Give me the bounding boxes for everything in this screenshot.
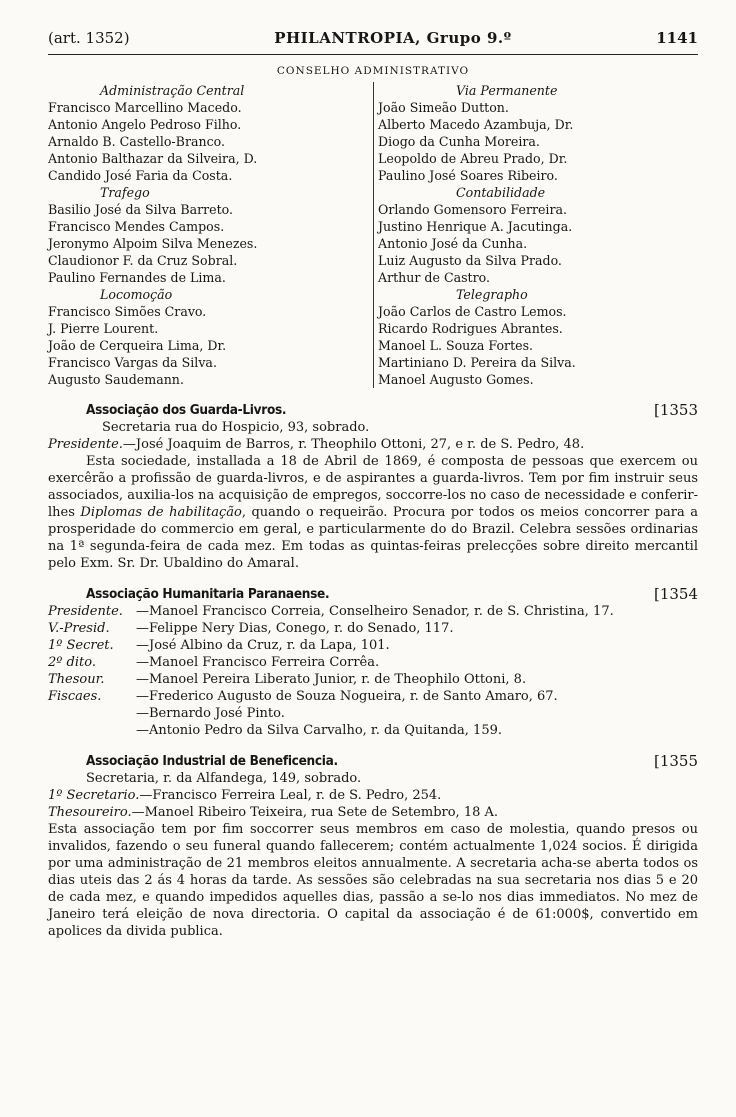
council-section-heading: Locomoção: [100, 287, 173, 302]
officers-list: [48, 603, 698, 739]
description: Esta associação tem por fim soccorrer seus membros em caso de molestia, quando presos ou invalidos, fazendo o seu funeral quando fallecerem; contém actualmente 1,024 socios. É dirigida por uma administração de 21 membros eleitos annualmente. A secretaria acha-se aberta todos os dias uteis das 2 ás 4 horas da tarde. As sessões são celebradas na sua secretaria nos dias 5 e 20 de cada mez, e quando impedidos aquelles dias, passão a se-lo nos dias immediatos. No mez de Janeiro terá eleição de nova directoria. O capital da associação é de 61:000$, convertido em apolices da divida publica.: [48, 822, 698, 939]
officer-role: V.-Presid.: [48, 621, 110, 636]
entry-number: [1353: [653, 401, 698, 419]
secretary-line: [48, 787, 698, 804]
council-member: Diogo da Cunha Moreira.: [378, 134, 540, 149]
page: [48, 30, 698, 940]
council-member: Jeronymo Alpoim Silva Menezes.: [48, 236, 258, 251]
header-article: (art. 1352): [48, 29, 130, 47]
officer-role: [48, 722, 136, 739]
council-member: Francisco Marcellino Macedo.: [48, 100, 242, 115]
council-member: João Carlos de Castro Lemos.: [378, 304, 567, 319]
council-member: Augusto Saudemann.: [48, 372, 184, 387]
association-1355: [48, 753, 698, 940]
council-member: Claudionor F. da Cruz Sobral.: [48, 253, 238, 268]
treasurer-line: [48, 804, 698, 821]
officer-name: —Felippe Nery Dias, Conego, r. do Senado, 117.: [136, 621, 454, 636]
president-line: [48, 436, 698, 453]
council-member: Manoel Augusto Gomes.: [378, 372, 534, 387]
address: Secretaria rua do Hospicio, 93, sobrado.: [102, 420, 370, 435]
officer-role: 2º dito.: [48, 655, 96, 670]
role-value: —Manoel Ribeiro Teixeira, rua Sete de Setembro, 18 A.: [131, 805, 499, 820]
council-member: Justino Henrique A. Jacutinga.: [378, 219, 573, 234]
officer-name: —Bernardo José Pinto.: [136, 706, 285, 721]
council-member: Antonio José da Cunha.: [378, 236, 528, 251]
role-value: —José Joaquim de Barros, r. Theophilo Ottoni, 27, e r. de S. Pedro, 48.: [122, 437, 585, 452]
officer-role: Fiscaes.: [48, 689, 102, 704]
council-member: Antonio Balthazar da Silveira, D.: [48, 151, 258, 166]
council-member: Arthur de Castro.: [378, 270, 490, 285]
association-name: Associação Industrial de Beneficencia.: [86, 753, 338, 769]
role-label: Thesoureiro.: [48, 805, 132, 820]
council-member: Alberto Macedo Azambuja, Dr.: [378, 117, 574, 132]
council-member: Martiniano D. Pereira da Silva.: [378, 355, 576, 370]
council-title: CONSELHO ADMINISTRATIVO: [276, 65, 470, 77]
council-member: Orlando Gomensoro Ferreira.: [378, 202, 567, 217]
council-member: J. Pierre Lourent.: [48, 321, 159, 336]
description-italic: Diplomas de habilitação: [80, 505, 242, 520]
entry-number: [1354: [653, 585, 698, 603]
officer-role: [48, 705, 136, 722]
association-heading: [86, 586, 698, 603]
council-member: Antonio Angelo Pedroso Filho.: [48, 117, 242, 132]
officer-name: —Manoel Francisco Correia, Conselheiro Senador, r. de S. Christina, 17.: [136, 604, 614, 619]
description-part: Esta sociedade, installada a 18 de Abril de 1869, é composta de pessoas que exercem ou exercêrão a profissão de guarda-livros, e de aspirantes a guarda-livros. Tem por fim instruir seus associados, auxilia-los na acquisição de empregos, soccorre-los no caso de necessidade e conferir-lhes: [48, 454, 698, 520]
council-left-column: [48, 82, 373, 388]
council-section-heading: Contabilidade: [456, 185, 546, 200]
officer-name: —Antonio Pedro da Silva Carvalho, r. da Quitanda, 159.: [136, 723, 503, 738]
address: Secretaria, r. da Alfandega, 149, sobrado.: [86, 771, 362, 786]
council-member: Francisco Vargas da Silva.: [48, 355, 217, 370]
council-member: João de Cerqueira Lima, Dr.: [48, 338, 227, 353]
officer-name: —Manoel Pereira Liberato Junior, r. de Theophilo Ottoni, 8.: [136, 672, 527, 687]
council-section-heading: Trafego: [100, 185, 150, 200]
officer-name: —Manoel Francisco Ferreira Corrêa.: [136, 655, 380, 670]
page-header: [48, 30, 698, 52]
council-member: Candido José Faria da Costa.: [48, 168, 233, 183]
council-section-heading: Telegrapho: [456, 287, 528, 302]
council-columns: [48, 82, 698, 388]
association-name: Associação dos Guarda-Livros.: [86, 402, 287, 418]
council-member: Francisco Simões Cravo.: [48, 304, 207, 319]
council-member: Manoel L. Souza Fortes.: [378, 338, 534, 353]
entry-number: [1355: [653, 752, 698, 770]
page-number: 1141: [656, 29, 698, 47]
council-member: Paulino Fernandes de Lima.: [48, 270, 226, 285]
council-section-heading: Via Permanente: [456, 83, 558, 98]
officer-role: 1º Secret.: [48, 638, 114, 653]
council-right-column: [373, 82, 698, 388]
association-heading: [86, 402, 698, 419]
council-member: Paulino José Soares Ribeiro.: [378, 168, 558, 183]
role-label: Presidente.: [48, 437, 123, 452]
council-member: João Simeão Dutton.: [378, 100, 509, 115]
officer-name: —José Albino da Cruz, r. da Lapa, 101.: [136, 638, 390, 653]
officer-name: —Frederico Augusto de Souza Nogueira, r. de Santo Amaro, 67.: [136, 689, 558, 704]
description-part: , quando o requeirão. Procura por todos os meios concorrer para a prosperidade do commercio em geral, e particularmente do do Brazil. Celebra sessões ordinarias na 1ª segunda-feira de cada mez. Em todas as quintas-feiras prelecções sobre direito mercantil pelo Exm. Sr. Dr. Ubaldino do Amaral.: [48, 505, 698, 571]
header-title: PHILANTROPIA, Grupo 9.º: [274, 29, 512, 47]
council-member: Ricardo Rodrigues Abrantes.: [378, 321, 563, 336]
council-member: Francisco Mendes Campos.: [48, 219, 225, 234]
council-member: Leopoldo de Abreu Prado, Dr.: [378, 151, 568, 166]
association-name: Associação Humanitaria Paranaense.: [86, 586, 330, 602]
association-heading: [86, 753, 698, 770]
header-rule: [48, 54, 698, 55]
officer-role: Presidente.: [48, 604, 123, 619]
council-member: Basilio José da Silva Barreto.: [48, 202, 234, 217]
association-1354: [48, 586, 698, 739]
officer-role: Thesour.: [48, 672, 105, 687]
role-value: —Francisco Ferreira Leal, r. de S. Pedro, 254.: [139, 788, 442, 803]
council-member: Luiz Augusto da Silva Prado.: [378, 253, 562, 268]
description: [48, 453, 698, 572]
role-label: 1º Secretario.: [48, 788, 140, 803]
association-1353: [48, 402, 698, 572]
council-section-heading: Administração Central: [100, 83, 245, 98]
council-member: Arnaldo B. Castello-Branco.: [48, 134, 225, 149]
